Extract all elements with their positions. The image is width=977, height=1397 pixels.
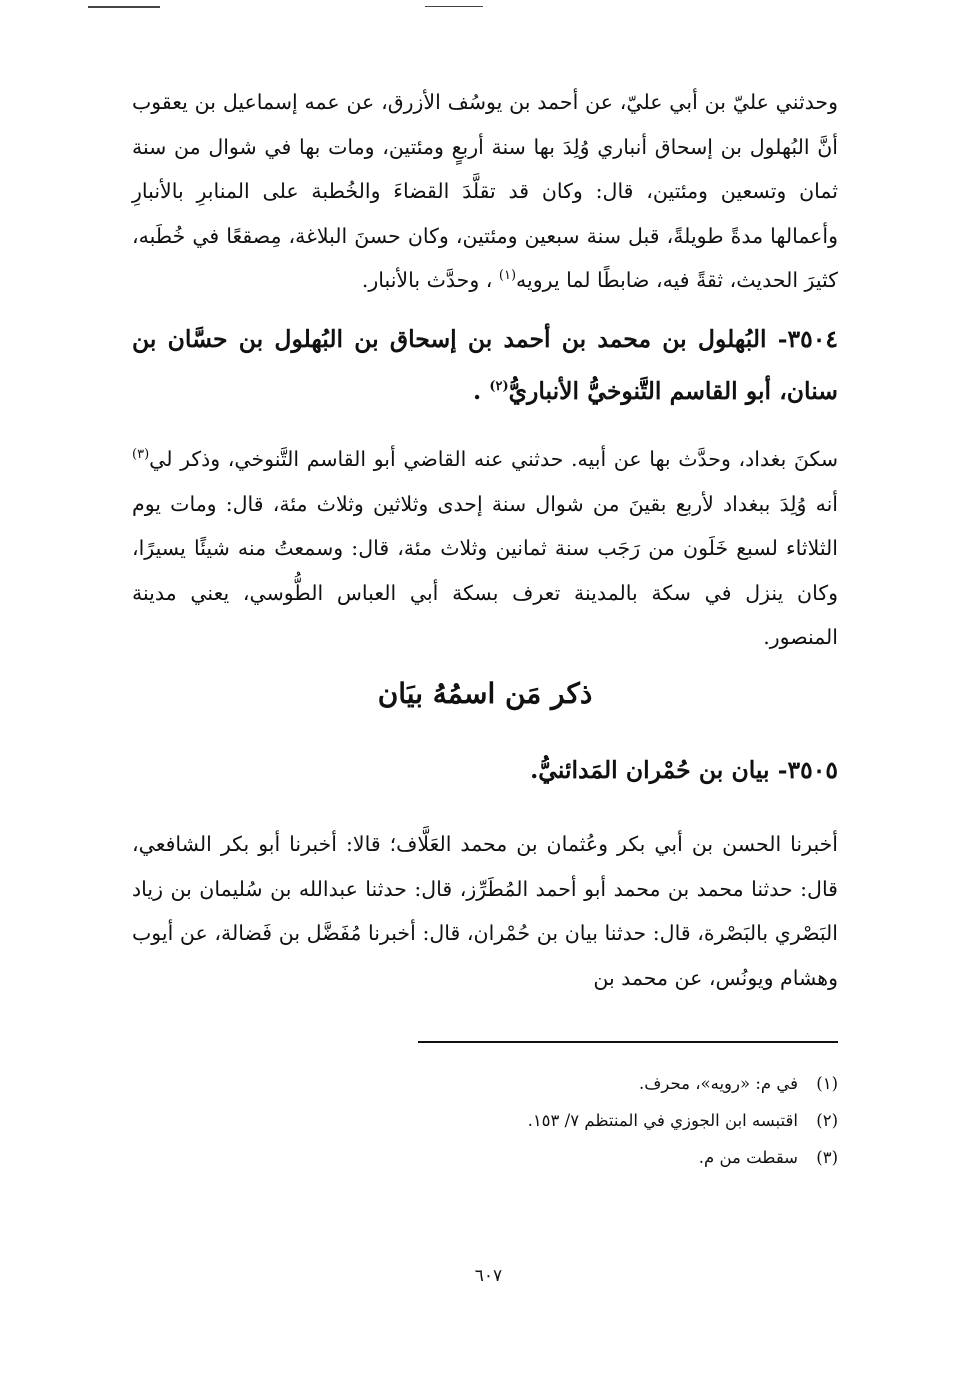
paragraph-2-text-b: أنه وُلِدَ ببغداد لأربع بقينَ من شوال سنة إحدى وثلاثين وثلاث مئة، قال: ومات يوم الثلاثاء لسبع خَلَون من رَجَب سنة ثمانين وثلاث مئة، قال: وسمعتُ منه شيئًا يسيرًا، وكان ينزل في سكة بالمدينة تعرف بسكة أبي العباس الطُّوسي، يعني مدينة المنصور. xyxy=(132,491,838,650)
footnote-3-text: سقطت من م. xyxy=(698,1148,798,1167)
footnote-3-number: (٣) xyxy=(816,1148,838,1167)
footnote-3 xyxy=(418,1139,838,1176)
top-rule-left xyxy=(88,6,160,8)
paragraph-2-text-a: سكنَ بغداد، وحدَّث بها عن أبيه. حدثني عنه القاضي أبو القاسم التَّنوخي، وذكر لي xyxy=(149,446,838,471)
footnote-ref-2: (٢) xyxy=(489,379,509,395)
footnote-ref-3: (٣) xyxy=(132,447,150,463)
paragraph-1-text: وحدثني عليّ بن أبي عليّ، عن أحمد بن يوسُف الأزرق، عن عمه إسماعيل بن يعقوب أنَّ البُهلول بن إسحاق أنباري وُلِدَ بها سنة أربعٍ ومئتين، ومات بها في شوال من سنة ثمان وتسعين ومئتين، قال: وكان قد تقلَّدَ القضاءَ والخُطبة على المنابرِ بالأنبارِ وأعمالها مدةً طويلةً، قبل سنة سبعين ومئتين، وكان حسنَ البلاغة، مِصقعًا في خُطَبه، كثيرَ الحديث، ثقةً فيه، ضابطًا لما يرويه xyxy=(132,90,838,293)
footnote-2-number: (٢) xyxy=(816,1111,838,1130)
entry-heading-3504 xyxy=(132,313,838,417)
entry-heading-3504-text: ٣٥٠٤- البُهلول بن محمد بن أحمد بن إسحاق بن البُهلول بن حسَّان بن سنان، أبو القاسم التَّنوخيُّ الأنباريُّ xyxy=(132,324,838,405)
top-rule-right xyxy=(425,6,483,7)
entry-heading-3504-end: . xyxy=(472,376,482,405)
footnote-2 xyxy=(418,1102,838,1139)
page-body xyxy=(132,80,838,1000)
paragraph-1 xyxy=(132,80,838,303)
paragraph-2 xyxy=(132,437,838,660)
footnote-ref-1: (١) xyxy=(498,268,517,284)
section-title: ذكر مَن اسمُهُ بيَان xyxy=(377,676,593,710)
footnote-1 xyxy=(418,1065,838,1102)
page-number: ٦٠٧ xyxy=(474,1266,503,1286)
paragraph-1-end: ، وحدَّث بالأنبار. xyxy=(361,268,493,293)
footnote-1-text: في م: «رويه»، محرف. xyxy=(639,1074,798,1093)
footnote-2-text: اقتبسه ابن الجوزي في المنتظم ٧/ ١٥٣. xyxy=(527,1111,798,1130)
paragraph-3: أخبرنا الحسن بن أبي بكر وعُثمان بن محمد العَلَّاف؛ قالا: أخبرنا أبو بكر الشافعي، قال: حدثنا محمد بن محمد أبو أحمد المُطَرِّز، قال: حدثنا عبدالله بن سُليمان بن زياد البَصْري بالبَصْرة، قال: حدثنا بيان بن حُمْران، قال: أخبرنا مُفَضَّل بن فَضالة، عن أيوب وهشام ويونُس، عن محمد بن xyxy=(132,831,838,990)
footnote-1-number: (١) xyxy=(816,1074,838,1093)
entry-heading-3505: ٣٥٠٥- بيان بن حُمْران المَدائنيُّ. xyxy=(530,755,838,784)
footnotes xyxy=(418,1041,838,1176)
